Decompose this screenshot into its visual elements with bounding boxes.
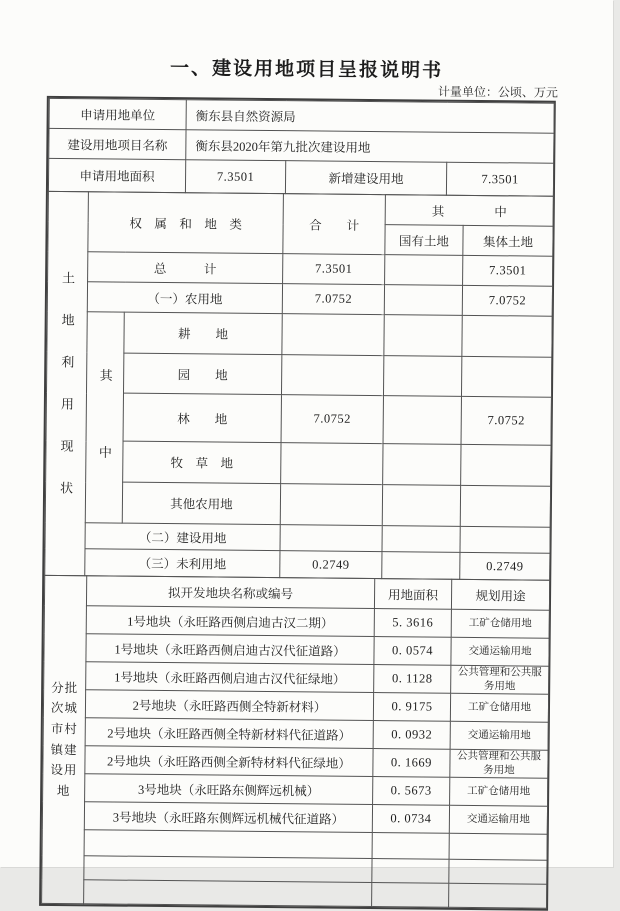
among-side-label: 其中: [96, 368, 113, 523]
land-collective-cell: 0.2749: [460, 552, 550, 580]
applicant-value-cell: 衡东县自然资源局: [186, 100, 554, 134]
land-row-cultivated: [47, 311, 552, 357]
plots-table: [41, 575, 550, 909]
plot-area-cell: 0. 0574: [374, 637, 451, 666]
land-use-side-cell: [45, 191, 89, 575]
land-state-cell: [382, 552, 460, 580]
among-header-cell: 其 中: [385, 195, 553, 227]
plot-use-cell: 工矿仓储用地: [450, 777, 548, 806]
land-state-cell: [384, 315, 462, 356]
plot-use-cell: 交通运输用地: [450, 721, 548, 750]
land-collective-cell: [462, 315, 552, 357]
land-state-cell: [384, 285, 462, 316]
plot-area-cell: 0. 0932: [373, 721, 450, 750]
plot-area-cell: 0. 5673: [373, 777, 450, 806]
plot-name-header-cell: 拟开发地块名称或编号: [86, 576, 374, 609]
land-use-header-row1: [48, 191, 553, 226]
land-collective-cell: [460, 486, 550, 528]
plot-name-cell: 1号地块（永旺路西侧启迪古汉代征绿地）: [86, 662, 374, 693]
plot-use-cell: [449, 833, 547, 860]
land-collective-cell: [461, 445, 551, 487]
plot-area-cell: 0. 1669: [373, 749, 450, 778]
land-total-cell: [282, 314, 384, 356]
plot-name-cell: 2号地块（永旺路西侧全新特材料代征绿地）: [85, 746, 373, 777]
plot-name-cell: 3号地块（永旺路东侧辉远机械）: [85, 774, 373, 805]
plot-use-cell: 工矿仓储用地: [451, 609, 549, 638]
top-info-table: [48, 98, 555, 197]
plot-name-cell: 2号地块（永旺路西侧全特新材料）: [85, 690, 373, 721]
plot-use-cell: 交通运输用地: [449, 805, 547, 834]
among-side-cell: [85, 312, 124, 523]
land-total-cell: [280, 484, 382, 526]
plot-use-cell: [449, 883, 547, 908]
land-name-cell: （三）未利用地: [85, 549, 280, 578]
plot-name-cell: 1号地块（永旺路西侧启迪古汉二期）: [86, 606, 374, 637]
plot-name-cell: [84, 856, 372, 883]
land-row-agricultural: [47, 281, 552, 316]
land-total-cell: 7.3501: [283, 254, 385, 285]
land-state-cell: [383, 444, 461, 485]
plot-area-cell: 5. 3616: [374, 609, 451, 638]
land-collective-cell: 7.3501: [463, 255, 553, 286]
plot-use-header-cell: 规划用途: [451, 579, 549, 610]
land-name-cell: 园 地: [123, 353, 281, 395]
project-row: [49, 128, 554, 163]
unit-note: 计量单位：公顷、万元: [437, 84, 558, 100]
land-name-cell: 林 地: [123, 394, 281, 444]
form-table: [39, 96, 556, 911]
plot-area-cell: 0. 0734: [372, 805, 449, 834]
land-name-cell: （二）建设用地: [85, 523, 280, 551]
plot-name-cell: 3号地块（永旺路东侧辉远机械代征道路）: [84, 802, 372, 833]
plot-name-cell: 2号地块（永旺路西侧全特新材料代征道路）: [85, 718, 373, 749]
plot-area-header-cell: 用地面积: [374, 579, 451, 610]
area-value-cell: 7.3501: [185, 160, 285, 194]
land-use-table: [44, 191, 554, 581]
land-name-cell: 总 计: [88, 252, 283, 284]
land-total-cell: 0.2749: [280, 551, 382, 579]
applicant-label-cell: 申请用地单位: [49, 98, 186, 129]
plot-use-cell: 交通运输用地: [451, 637, 549, 666]
land-name-cell: 牧 草 地: [123, 442, 281, 484]
state-land-header-cell: 国有土地: [385, 225, 463, 256]
area-label-cell: 申请用地面积: [48, 158, 185, 192]
land-total-cell: [281, 443, 383, 485]
project-label-cell: 建设用地项目名称: [49, 128, 186, 159]
land-total-cell: 7.0752: [282, 284, 384, 315]
land-row-total: [48, 251, 553, 286]
land-total-cell: [280, 525, 382, 552]
land-collective-cell: [460, 526, 550, 553]
area-row: [48, 158, 553, 196]
land-state-cell: [385, 255, 463, 286]
plot-area-cell: [372, 833, 449, 860]
document-title: 一、建设用地项目呈报说明书: [169, 58, 444, 82]
category-header-cell: 权 属 和 地 类: [88, 192, 284, 254]
plot-name-cell: [84, 880, 372, 907]
plot-area-cell: 0. 1128: [374, 665, 451, 694]
land-total-cell: 7.0752: [281, 395, 383, 444]
plot-use-cell: 工矿仓储用地: [450, 693, 548, 722]
land-total-cell: [282, 354, 384, 396]
plots-side-label: 分批次城市村镇建设用地: [42, 575, 87, 903]
land-collective-cell: 7.0752: [462, 285, 552, 316]
plots-header-row: [44, 575, 549, 610]
collective-land-header-cell: 集体土地: [463, 225, 553, 256]
land-name-cell: 其他农用地: [122, 482, 280, 524]
plot-name-cell: [84, 830, 372, 859]
land-use-side-label: 土地利用现状: [57, 270, 76, 523]
plot-area-cell: [372, 883, 449, 908]
new-land-value-cell: 7.3501: [446, 162, 553, 196]
applicant-row: [49, 98, 554, 133]
land-name-cell: （一）农用地: [87, 282, 282, 314]
plot-row-empty: [42, 879, 547, 908]
plot-use-cell: 公共管理和公共服务用地: [451, 665, 549, 694]
land-state-cell: [383, 396, 461, 445]
land-collective-cell: [461, 356, 551, 398]
plot-area-cell: 0. 9175: [373, 693, 450, 722]
new-land-label-cell: 新增建设用地: [285, 161, 446, 196]
total-header-cell: 合 计: [283, 194, 386, 255]
land-state-cell: [382, 526, 460, 553]
plot-use-cell: 公共管理和公共服务用地: [450, 749, 548, 778]
plot-name-cell: 1号地块（永旺路西侧启迪古汉代征道路）: [86, 634, 374, 665]
land-state-cell: [383, 355, 461, 396]
project-value-cell: 衡东县2020年第九批次建设用地: [186, 130, 554, 164]
land-collective-cell: 7.0752: [461, 397, 551, 446]
land-state-cell: [382, 485, 460, 527]
plot-area-cell: [372, 859, 449, 884]
land-name-cell: 耕 地: [124, 312, 282, 354]
